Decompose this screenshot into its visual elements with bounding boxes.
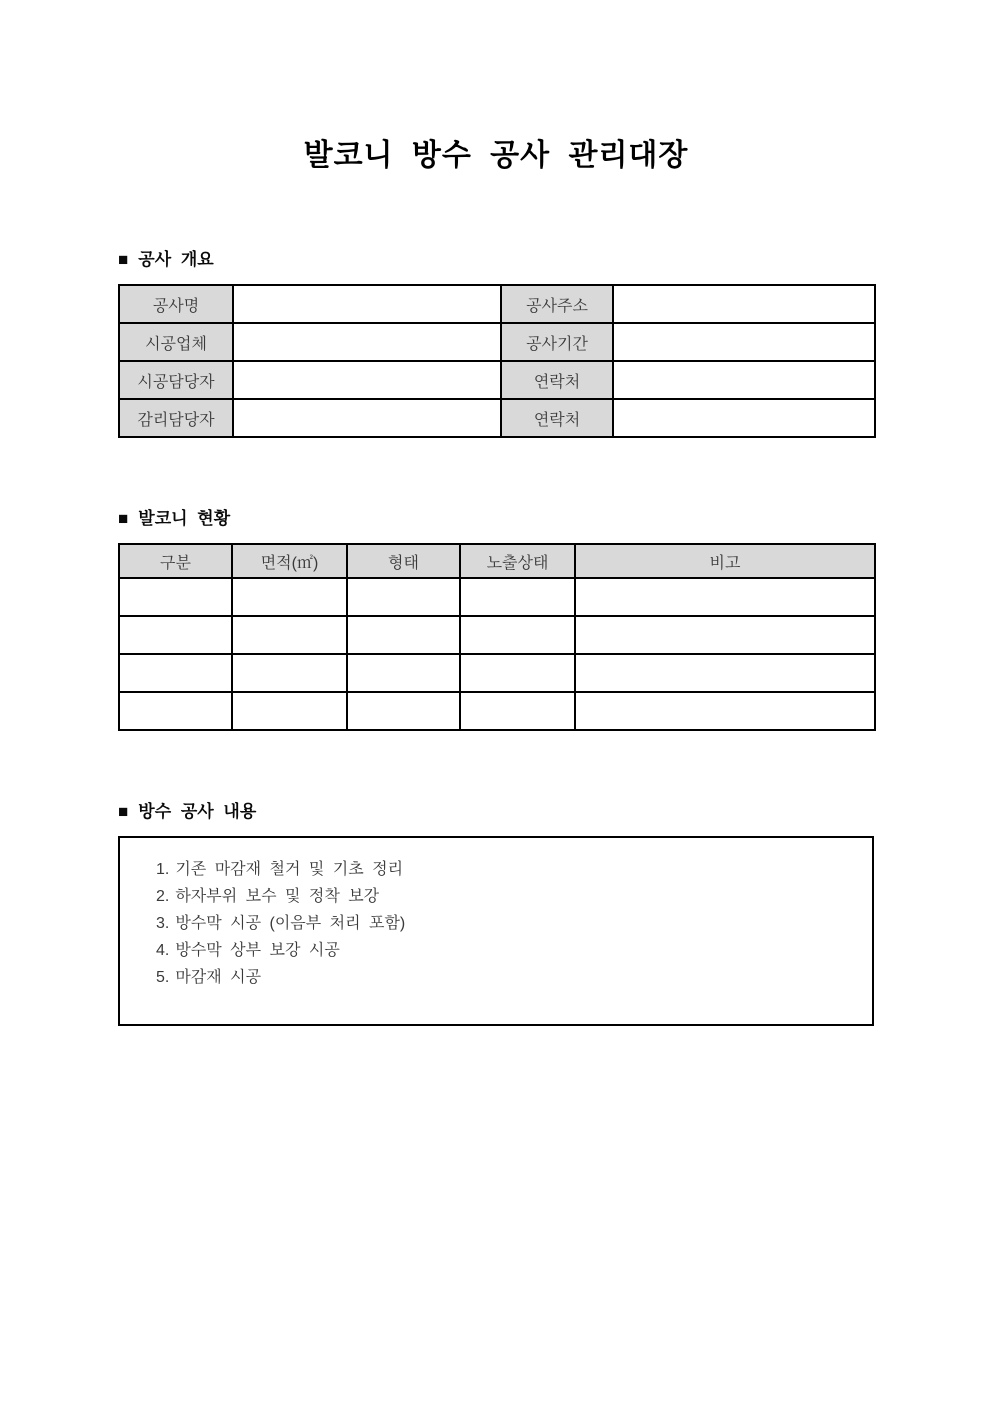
balcony-table xyxy=(118,543,876,731)
overview-row xyxy=(119,399,875,437)
work-item-text: 방수막 시공 (이음부 처리 포함) xyxy=(175,915,406,932)
value-cell xyxy=(613,323,875,361)
empty-cell xyxy=(575,654,875,692)
work-item xyxy=(156,964,852,991)
empty-cell xyxy=(119,654,232,692)
work-item-text: 마감재 시공 xyxy=(175,969,262,986)
empty-cell xyxy=(232,616,347,654)
balcony-header-row xyxy=(119,544,875,578)
empty-cell xyxy=(347,616,460,654)
section-bullet-icon: ■ xyxy=(118,802,129,821)
work-item-number: 5. xyxy=(156,969,170,986)
label-cell: 감리담당자 xyxy=(119,399,233,437)
work-item xyxy=(156,937,852,964)
label-cell: 공사명 xyxy=(119,285,233,323)
column-header: 면적(㎡) xyxy=(232,544,347,578)
label-cell: 시공업체 xyxy=(119,323,233,361)
section-bullet-icon: ■ xyxy=(118,250,129,269)
work-items-box xyxy=(118,836,874,1026)
balcony-empty-row xyxy=(119,578,875,616)
work-item-text: 방수막 상부 보강 시공 xyxy=(175,942,340,959)
empty-cell xyxy=(460,578,575,616)
empty-cell xyxy=(347,654,460,692)
work-item-number: 1. xyxy=(156,861,170,878)
label-cell: 공사주소 xyxy=(501,285,613,323)
value-cell xyxy=(233,323,501,361)
empty-cell xyxy=(347,578,460,616)
work-item-text: 하자부위 보수 및 정착 보강 xyxy=(175,888,380,905)
work-item-number: 4. xyxy=(156,942,170,959)
section-title-balcony: 발코니 현황 xyxy=(138,509,231,528)
overview-table xyxy=(118,284,876,438)
empty-cell xyxy=(119,578,232,616)
empty-cell xyxy=(575,692,875,730)
overview-row xyxy=(119,361,875,399)
value-cell xyxy=(613,399,875,437)
work-item xyxy=(156,883,852,910)
work-item xyxy=(156,910,852,937)
section-title-work: 방수 공사 내용 xyxy=(138,802,257,821)
overview-row xyxy=(119,285,875,323)
value-cell xyxy=(233,361,501,399)
label-cell: 연락처 xyxy=(501,361,613,399)
overview-row xyxy=(119,323,875,361)
section-title-overview: 공사 개요 xyxy=(138,250,214,269)
section-heading-work xyxy=(118,801,875,823)
empty-cell xyxy=(347,692,460,730)
section-heading-balcony xyxy=(118,508,875,530)
balcony-empty-row xyxy=(119,692,875,730)
work-item-number: 3. xyxy=(156,915,170,932)
label-cell: 시공담당자 xyxy=(119,361,233,399)
empty-cell xyxy=(232,654,347,692)
empty-cell xyxy=(119,692,232,730)
section-heading-overview xyxy=(118,249,875,271)
column-header: 형태 xyxy=(347,544,460,578)
label-cell: 연락처 xyxy=(501,399,613,437)
section-bullet-icon: ■ xyxy=(118,509,129,528)
value-cell xyxy=(613,285,875,323)
empty-cell xyxy=(460,692,575,730)
empty-cell xyxy=(119,616,232,654)
page-title: 발코니 방수 공사 관리대장 xyxy=(303,139,689,172)
column-header: 비고 xyxy=(575,544,875,578)
work-item xyxy=(156,856,852,883)
empty-cell xyxy=(575,616,875,654)
work-item-number: 2. xyxy=(156,888,170,905)
work-item-text: 기존 마감재 철거 및 기초 정리 xyxy=(175,861,404,878)
balcony-empty-row xyxy=(119,654,875,692)
value-cell xyxy=(233,285,501,323)
empty-cell xyxy=(460,616,575,654)
label-cell: 공사기간 xyxy=(501,323,613,361)
value-cell xyxy=(233,399,501,437)
empty-cell xyxy=(460,654,575,692)
empty-cell xyxy=(232,692,347,730)
column-header: 구분 xyxy=(119,544,232,578)
value-cell xyxy=(613,361,875,399)
empty-cell xyxy=(575,578,875,616)
empty-cell xyxy=(232,578,347,616)
column-header: 노출상태 xyxy=(460,544,575,578)
balcony-empty-row xyxy=(119,616,875,654)
